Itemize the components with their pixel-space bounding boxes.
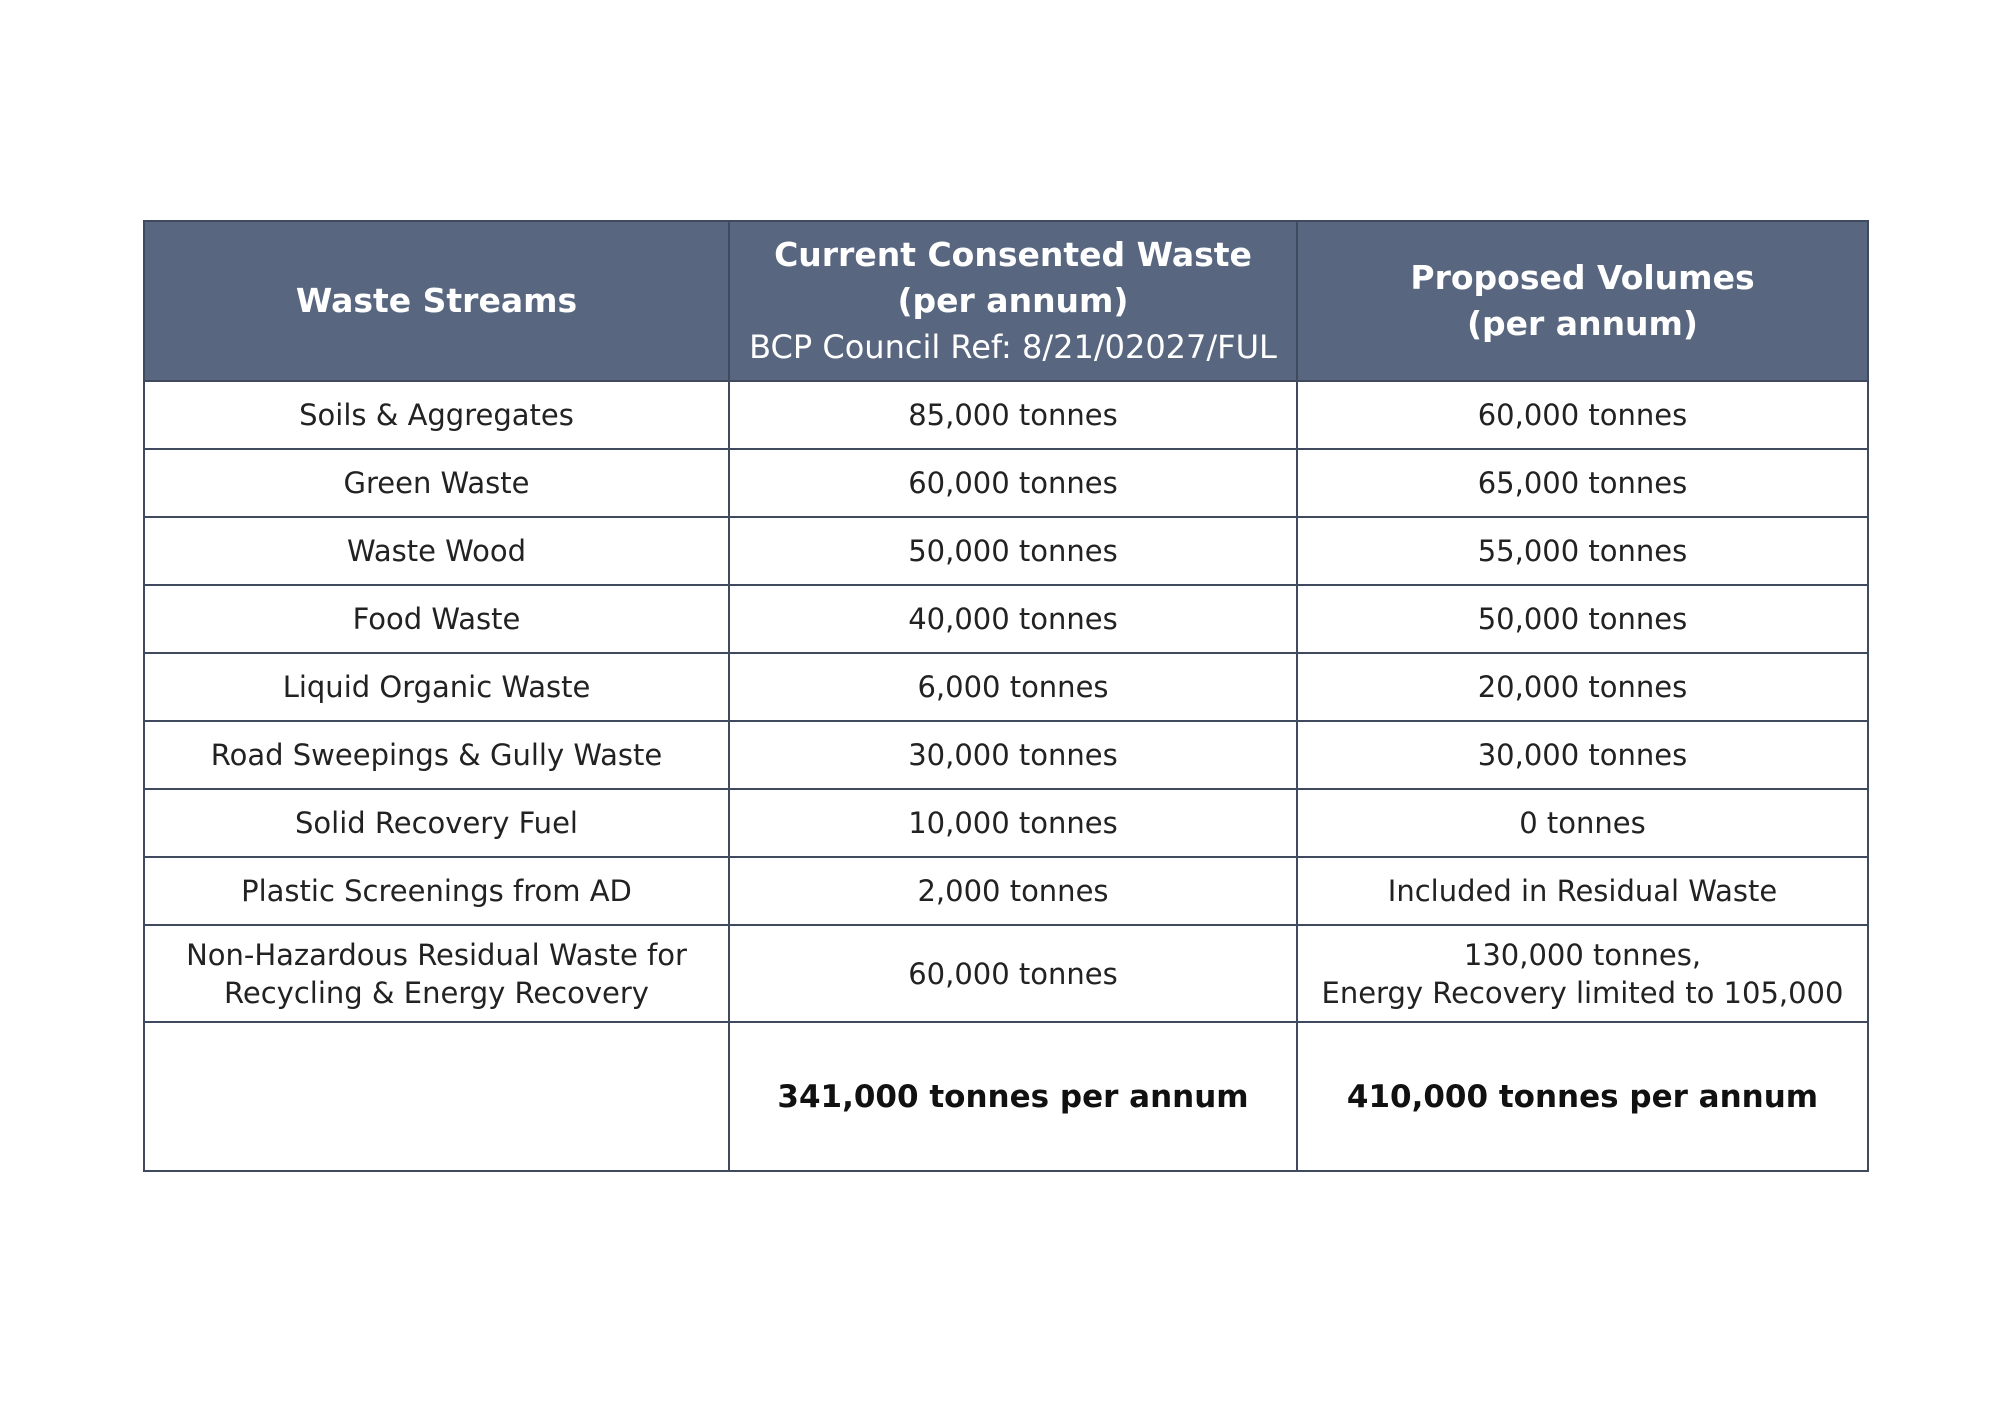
- cell-proposed-volume: 30,000 tonnes: [1297, 721, 1868, 789]
- cell-waste-stream: Soils & Aggregates: [144, 381, 729, 449]
- cell-total-current: 341,000 tonnes per annum: [729, 1022, 1297, 1171]
- cell-current-volume: 2,000 tonnes: [729, 857, 1297, 925]
- table-header: [144, 221, 1868, 381]
- cell-waste-stream: Road Sweepings & Gully Waste: [144, 721, 729, 789]
- cell-proposed-volume: 20,000 tonnes: [1297, 653, 1868, 721]
- waste-table-container: [143, 220, 1867, 1172]
- header-current-council-ref: BCP Council Ref: 8/21/02027/FUL: [749, 328, 1277, 366]
- table-row: [144, 653, 1868, 721]
- cell-current-volume: 30,000 tonnes: [729, 721, 1297, 789]
- header-current-line2: (per annum): [897, 281, 1129, 320]
- table-row: [144, 381, 1868, 449]
- header-proposed-volumes: [1297, 221, 1868, 381]
- table-row: [144, 449, 1868, 517]
- table-row: [144, 857, 1868, 925]
- cell-current-volume: 85,000 tonnes: [729, 381, 1297, 449]
- totals-row: [144, 1022, 1868, 1171]
- header-row: [144, 221, 1868, 381]
- header-proposed-line2: (per annum): [1466, 304, 1699, 343]
- cell-waste-stream: Food Waste: [144, 585, 729, 653]
- table-row-residual: [144, 925, 1868, 1022]
- cell-waste-stream: Plastic Screenings from AD: [144, 857, 729, 925]
- cell-proposed-volume: 65,000 tonnes: [1297, 449, 1868, 517]
- cell-proposed-volume: 50,000 tonnes: [1297, 585, 1868, 653]
- cell-current-volume: 6,000 tonnes: [729, 653, 1297, 721]
- cell-total-label: [144, 1022, 729, 1171]
- cell-proposed-volume: 55,000 tonnes: [1297, 517, 1868, 585]
- cell-waste-stream: Liquid Organic Waste: [144, 653, 729, 721]
- cell-waste-stream: Solid Recovery Fuel: [144, 789, 729, 857]
- table-body: [144, 381, 1868, 1171]
- cell-current-volume: 60,000 tonnes: [729, 449, 1297, 517]
- header-proposed-line1: Proposed Volumes: [1410, 258, 1755, 297]
- table-row: [144, 585, 1868, 653]
- cell-current-volume: 60,000 tonnes: [729, 925, 1297, 1022]
- header-waste-streams: [144, 221, 729, 381]
- cell-proposed-volume: Included in Residual Waste: [1297, 857, 1868, 925]
- cell-proposed-volume: 0 tonnes: [1297, 789, 1868, 857]
- cell-waste-stream: Waste Wood: [144, 517, 729, 585]
- table-row: [144, 789, 1868, 857]
- residual-stream-line1: Non-Hazardous Residual Waste for: [186, 937, 687, 972]
- cell-current-volume: 50,000 tonnes: [729, 517, 1297, 585]
- header-waste-streams-label: Waste Streams: [295, 281, 578, 320]
- cell-proposed-volume: [1297, 925, 1868, 1022]
- cell-waste-stream: Green Waste: [144, 449, 729, 517]
- cell-current-volume: 40,000 tonnes: [729, 585, 1297, 653]
- cell-current-volume: 10,000 tonnes: [729, 789, 1297, 857]
- header-current-line1: Current Consented Waste: [774, 235, 1252, 274]
- cell-proposed-volume: 60,000 tonnes: [1297, 381, 1868, 449]
- residual-stream-line2: Recycling & Energy Recovery: [224, 975, 649, 1010]
- header-current-consented: [729, 221, 1297, 381]
- table-row: [144, 721, 1868, 789]
- residual-proposed-line2: Energy Recovery limited to 105,000: [1321, 975, 1844, 1010]
- cell-total-proposed: 410,000 tonnes per annum: [1297, 1022, 1868, 1171]
- residual-proposed-line1: 130,000 tonnes,: [1463, 937, 1702, 972]
- waste-streams-table: [143, 220, 1869, 1172]
- table-row: [144, 517, 1868, 585]
- cell-waste-stream: [144, 925, 729, 1022]
